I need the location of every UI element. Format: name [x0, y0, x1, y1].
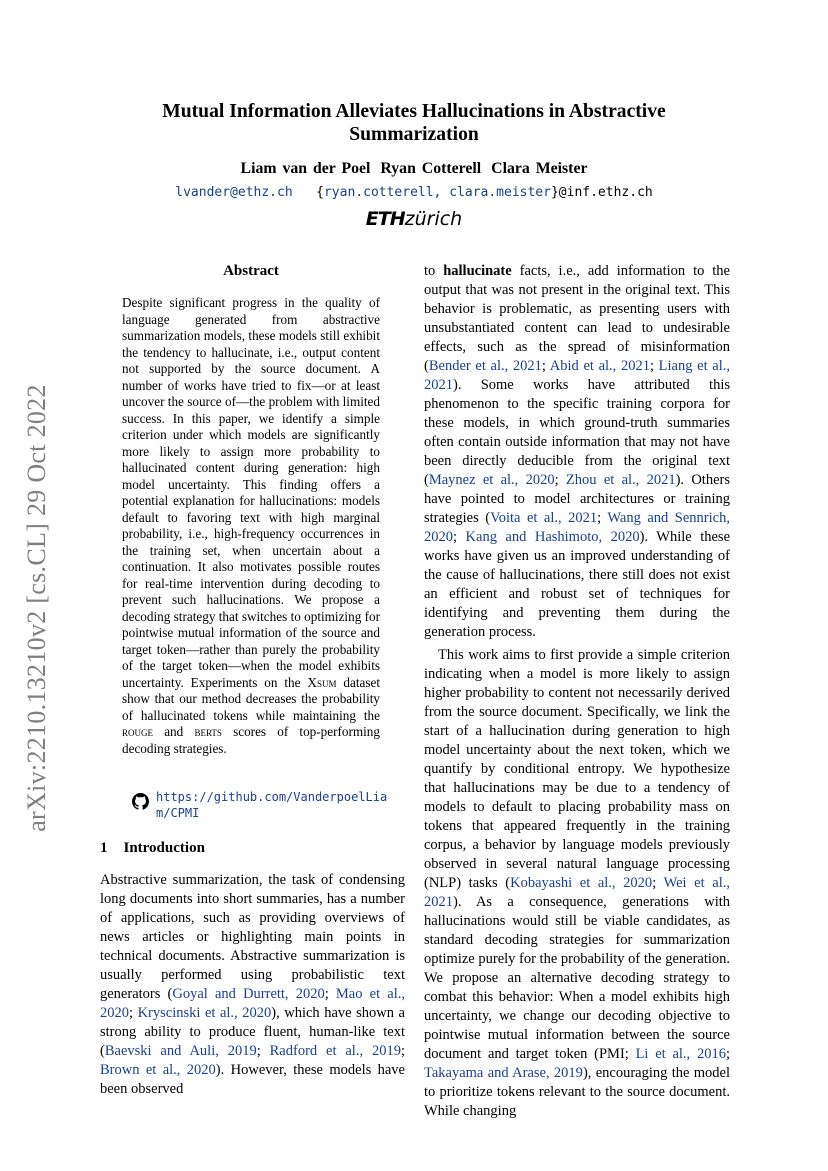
github-url-link[interactable]: https://github.com/VanderpoelLiam/CPMI — [156, 790, 388, 820]
dataset-name: Xsum — [307, 674, 337, 690]
citation-link[interactable]: Bender et al., 2021 — [428, 358, 542, 374]
body-paragraph: to hallucinate facts, i.e., add information to the output that was not present in the original text. This behavior is problematic, as presenting users with unsubstantiated content can lead to undesirable effects, such as the spread of misinformation (Bender et al., 2021; Abid et al., 2021; Liang et al., 2021). Some works have attributed this phenomenon to the specific training corpora for these models, in which ground-truth summaries often contain outside information that may not have been directly deducible from the original text (Maynez et al., 2020; Zhou et al., 2021). Others have pointed to model architectures or training strategies (Voita et al., 2021; Wang and Sennrich, 2020; Kang and Hashimoto, 2020). While these works have given us an improved understanding of the cause of hallucinations, there still does not exist an efficient and robust set of techniques for identifying and preventing them during the generation process. — [424, 263, 731, 640]
body-paragraph: This work aims to first provide a simple criterion indicating when a model is more likely to assign higher probability to content not necessarily derived from the source document. Specifically, we link the start of a hallucination during generation to high model uncertainty about the next token, which we quantify by conditional entropy. We hypothesize that hallucinations may be due to a tendency of models to default to placing probability mass on tokens that appeared frequently in the training corpus, a behavior by language models previously observed in several natural language processing (NLP) tasks (Kobayashi et al., 2020; Wei et al., 2021). As a consequence, generations with hallucinations would still be viable candidates, as standard decoding strategies for summarization optimize purely for the probability of the generation. We propose an alternative decoding strategy to combat this behavior: When a model exhibits high uncertainty, we change our decoding objective to pointwise mutual information between the source document and target token (PMI; Li et al., 2016; Takayama and Arase, 2019), encouraging the model to prioritize tokens relevant to the source document. While changing — [424, 647, 731, 1119]
github-link-block — [132, 789, 402, 821]
citation-link[interactable]: Wang and Sennrich, 2020 — [424, 510, 730, 545]
citation-link[interactable]: Mao et al., 2020 — [100, 986, 405, 1021]
citation-link[interactable]: Maynez et al., 2020 — [428, 472, 555, 488]
author-name: Liam van der Poel — [240, 160, 371, 177]
citation-link[interactable]: Li et al., 2016 — [635, 1046, 726, 1062]
metric-name: berts — [194, 724, 222, 739]
email-link[interactable]: lvander@ethz.ch — [175, 185, 293, 200]
citation-link[interactable]: Kang and Hashimoto, 2020 — [465, 529, 640, 545]
emphasis-term: hallucinate — [443, 263, 512, 279]
citation-link[interactable]: Goyal and Durrett, 2020 — [172, 986, 325, 1002]
citation-link[interactable]: Kobayashi et al., 2020 — [510, 875, 653, 891]
citation-link[interactable]: Baevski and Auli, 2019 — [104, 1043, 257, 1059]
abstract-text: Despite significant progress in the quality of language generated from abstractive summarization models, these models still exhibit the tendency to hallucinate, i.e., output content not supported by the source document. A number of works have tried to fix—or at least uncover the source of—the problem with limited success. In this paper, we identify a simple criterion under which models are significantly more likely to assign more probability to hallucinated content during generation: high model uncertainty. This finding offers a potential explanation for hallucinations: models default to favoring text with high marginal probability, i.e., high-frequency occurrences in the training set, when uncertain about a continuation. It also motivates possible routes for real-time intervention during decoding to prevent such hallucinations. We propose a decoding strategy that switches to optimizing for pointwise mutual information of the source and target token—rather than purely the probability of the target token—when the model exhibits uncertainty. Experiments on the Xsum dataset show that our method decreases the probability of hallucinated tokens while maintaining the rouge and berts scores of top-performing decoding strategies. — [122, 295, 380, 756]
metric-name: rouge — [122, 724, 153, 739]
paper-title: Mutual Information Alleviates Hallucinations in Abstractive Summarization — [162, 101, 666, 145]
email-link[interactable]: ryan.cotterell, clara.meister — [323, 185, 551, 200]
citation-link[interactable]: Voita et al., 2021 — [490, 510, 598, 526]
citation-link[interactable]: Abid et al., 2021 — [549, 358, 650, 374]
arxiv-stamp: arXiv:2210.13210v2 [cs.CL] 29 Oct 2022 — [22, 384, 51, 832]
citation-link[interactable]: Radford et al., 2019 — [269, 1043, 401, 1059]
github-icon — [132, 793, 149, 810]
citation-link[interactable]: Brown et al., 2020 — [100, 1062, 216, 1078]
author-name: Ryan Cotterell — [380, 160, 482, 177]
right-column — [424, 262, 730, 1121]
citation-link[interactable]: Kryscinski et al., 2020 — [137, 1005, 272, 1021]
intro-paragraph: Abstractive summarization, the task of condensing long documents into short summaries, has a number of applications, such as providing overviews of news articles or highlighting main points in technical documents. Abstractive summarization is usually performed using probabilistic text generators (Goyal and Durrett, 2020; Mao et al., 2020; Kryscinski et al., 2020), which have shown a strong ability to produce fluent, human-like text (Baevski and Auli, 2019; Radford et al., 2019; Brown et al., 2020). However, these models have been observed — [100, 872, 405, 1097]
citation-link[interactable]: Zhou et al., 2021 — [565, 472, 676, 488]
citation-link[interactable]: Wei et al., 2021 — [424, 875, 730, 910]
abstract-heading: Abstract — [223, 263, 279, 279]
email-domain: @inf.ethz.ch — [558, 185, 653, 200]
author-list — [100, 160, 728, 178]
eth-logo: ETHzürich — [365, 208, 463, 230]
author-emails: lvander@ethz.ch {ryan.cotterell, clara.meister}@inf.ethz.ch — [175, 185, 653, 200]
citation-link[interactable]: Takayama and Arase, 2019 — [424, 1065, 583, 1081]
author-name: Clara Meister — [491, 160, 588, 177]
citation-link[interactable]: Liang et al., 2021 — [424, 358, 730, 393]
section-heading-introduction: 1 Introduction — [100, 840, 205, 856]
